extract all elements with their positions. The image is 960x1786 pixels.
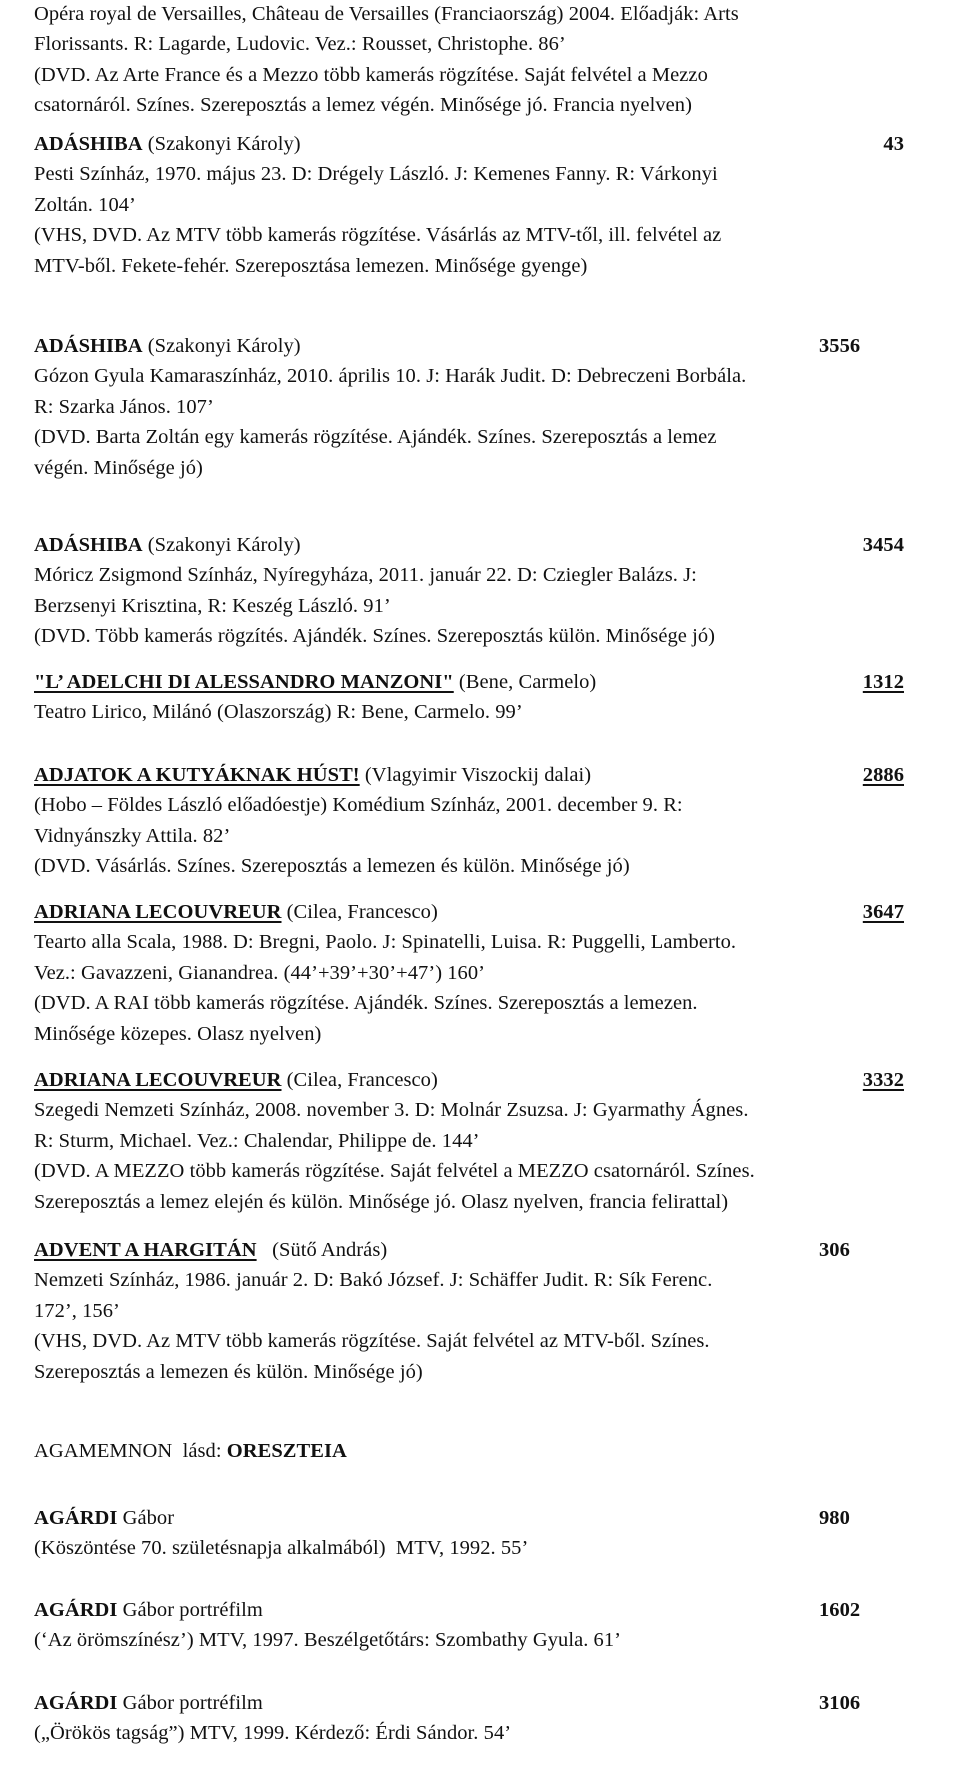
entry-author: (Szakonyi Károly) xyxy=(142,534,301,556)
entry-author: (Cilea, Francesco) xyxy=(281,1069,438,1091)
entry-author: (Cilea, Francesco) xyxy=(281,901,438,923)
entry-adelchi xyxy=(34,667,904,728)
entry-heading xyxy=(34,760,904,790)
entry-heading xyxy=(34,1595,904,1625)
body-line: (VHS, DVD. Az MTV több kamerás rögzítése. Saját felvétel az MTV-ből. Színes. xyxy=(34,1330,710,1353)
entry-title: AGÁRDI xyxy=(34,1692,118,1714)
entry-number: 306 xyxy=(819,1239,850,1261)
entry-title: ADÁSHIBA xyxy=(34,335,143,357)
body-line: Vidnyánszky Attila. 82’ xyxy=(34,824,231,847)
body-line: (DVD. Barta Zoltán egy kamerás rögzítése. Ajándék. Színes. Szereposztás a lemez xyxy=(34,426,717,449)
entry-heading xyxy=(34,1688,904,1718)
body-line: Florissants. R: Lagarde, Ludovic. Vez.: Rousset, Christophe. 86’ xyxy=(34,33,566,56)
entry-author: (Vlagyimir Viszockij dalai) xyxy=(359,764,592,786)
entry-author: Gábor portréfilm xyxy=(117,1692,263,1714)
body-line: Szereposztás a lemezen és külön. Minősége jó) xyxy=(34,1360,423,1383)
body-line: (DVD. Vásárlás. Színes. Szereposztás a lemezen és külön. Minősége jó) xyxy=(34,855,630,878)
entry-number: 43 xyxy=(883,133,904,155)
entry-number: 3106 xyxy=(819,1692,861,1714)
entry-author: (Szakonyi Károly) xyxy=(142,335,301,357)
body-line: Minősége közepes. Olasz nyelven) xyxy=(34,1022,322,1045)
entry-heading xyxy=(34,1503,904,1533)
entry-title: ADJATOK A KUTYÁKNAK HÚST! xyxy=(34,764,360,786)
entry-heading xyxy=(34,1065,904,1095)
entry-number: 3647 xyxy=(862,901,904,923)
entry-title: ADÁSHIBA xyxy=(34,133,143,155)
entry-heading xyxy=(34,897,904,927)
body-line: (DVD. Több kamerás rögzítés. Ajándék. Színes. Szereposztás külön. Minősége jó) xyxy=(34,625,716,648)
body-line: Vez.: Gavazzeni, Gianandrea. (44’+39’+30’+47’) 160’ xyxy=(34,961,486,984)
entry-adriana-3647 xyxy=(34,897,904,1049)
body-line: Szereposztás a lemez elején és külön. Minősége jó. Olasz nyelven, francia felirattal) xyxy=(34,1190,729,1213)
entry-author: Gábor xyxy=(117,1507,175,1529)
cross-reference-prefix: AGAMEMNON lásd: xyxy=(34,1440,227,1462)
entry-number: 2886 xyxy=(862,764,904,786)
body-line: (DVD. Az Arte France és a Mezzo több kamerás rögzítése. Saját felvétel a Mezzo xyxy=(34,63,708,86)
entry-adriana-3332 xyxy=(34,1065,904,1217)
body-line: 172’, 156’ xyxy=(34,1299,120,1322)
entry-heading xyxy=(34,129,904,159)
entry-number: 3332 xyxy=(862,1069,904,1091)
entry-number: 1312 xyxy=(862,671,904,693)
body-line: (VHS, DVD. Az MTV több kamerás rögzítése. Vásárlás az MTV-től, ill. felvétel az xyxy=(34,224,722,247)
body-line: Teatro Lirico, Milánó (Olaszország) R: Bene, Carmelo. 99’ xyxy=(34,701,523,724)
cross-reference-target: ORESZTEIA xyxy=(226,1440,347,1462)
body-line: (Hobo – Földes László előadóestje) Komédium Színház, 2001. december 9. R: xyxy=(34,794,683,817)
entry-agardi-980 xyxy=(34,1503,904,1564)
entry-adashiba-43 xyxy=(34,129,904,281)
entry-number: 1602 xyxy=(819,1599,861,1621)
entry-heading xyxy=(34,667,904,697)
body-line: R: Sturm, Michael. Vez.: Chalendar, Philippe de. 144’ xyxy=(34,1129,480,1152)
body-line: (DVD. A RAI több kamerás rögzítése. Ajándék. Színes. Szereposztás a lemezen. xyxy=(34,992,698,1015)
entry-heading xyxy=(34,1235,904,1265)
body-line: csatornáról. Színes. Szereposztás a lemez végén. Minősége jó. Francia nyelven) xyxy=(34,94,692,117)
body-line: Szegedi Nemzeti Színház, 2008. november 3. D: Molnár Zsuzsa. J: Gyarmathy Ágnes. xyxy=(34,1099,749,1122)
entry-title: ADRIANA LECOUVREUR xyxy=(34,901,282,923)
body-line: (Köszöntése 70. születésnapja alkalmából) MTV, 1992. 55’ xyxy=(34,1537,529,1560)
entry-versailles xyxy=(34,0,904,121)
body-line: Opéra royal de Versailles, Château de Versailles (Franciaország) 2004. Előadják: Arts xyxy=(34,3,739,25)
entry-author: (Szakonyi Károly) xyxy=(142,133,301,155)
entry-adjatok xyxy=(34,760,904,882)
entry-author: (Sütő András) xyxy=(256,1239,388,1261)
body-line: MTV-ből. Fekete-fehér. Szereposztása lemezen. Minősége gyenge) xyxy=(34,254,588,277)
body-line: végén. Minősége jó) xyxy=(34,456,203,479)
entry-agamemnon xyxy=(34,1436,904,1466)
entry-title: "L’ ADELCHI DI ALESSANDRO MANZONI" xyxy=(34,671,454,693)
entry-advent xyxy=(34,1235,904,1387)
entry-number: 3556 xyxy=(819,335,861,357)
entry-heading xyxy=(34,530,904,560)
entry-number: 3454 xyxy=(862,534,904,556)
entry-adashiba-3556 xyxy=(34,331,904,483)
entry-title: ADVENT A HARGITÁN xyxy=(34,1239,257,1261)
body-line: („Örökös tagság”) MTV, 1999. Kérdező: Érdi Sándor. 54’ xyxy=(34,1722,512,1745)
entry-title: ADRIANA LECOUVREUR xyxy=(34,1069,282,1091)
entry-title: AGÁRDI xyxy=(34,1507,118,1529)
entry-adashiba-3454 xyxy=(34,530,904,652)
entry-title: AGÁRDI xyxy=(34,1599,118,1621)
entry-agardi-3106 xyxy=(34,1688,904,1749)
body-line: Móricz Zsigmond Színház, Nyíregyháza, 2011. január 22. D: Cziegler Balázs. J: xyxy=(34,564,697,587)
body-line: Berzsenyi Krisztina, R: Keszég László. 91’ xyxy=(34,594,391,617)
body-line: R: Szarka János. 107’ xyxy=(34,395,214,418)
body-line: Gózon Gyula Kamaraszínház, 2010. április 10. J: Harák Judit. D: Debreczeni Borbála. xyxy=(34,365,747,388)
entry-number: 980 xyxy=(819,1507,850,1529)
entry-title: ADÁSHIBA xyxy=(34,534,143,556)
body-line: (DVD. A MEZZO több kamerás rögzítése. Saját felvétel a MEZZO csatornáról. Színes. xyxy=(34,1160,755,1183)
entry-author: (Bene, Carmelo) xyxy=(453,671,597,693)
body-line: Zoltán. 104’ xyxy=(34,193,136,216)
body-line: Pesti Színház, 1970. május 23. D: Drégely László. J: Kemenes Fanny. R: Várkonyi xyxy=(34,163,718,186)
body-line: (‘Az örömszínész’) MTV, 1997. Beszélgetőtárs: Szombathy Gyula. 61’ xyxy=(34,1629,622,1652)
body-line: Tearto alla Scala, 1988. D: Bregni, Paolo. J: Spinatelli, Luisa. R: Puggelli, Lamberto. xyxy=(34,931,737,954)
body-line: Nemzeti Színház, 1986. január 2. D: Bakó József. J: Schäffer Judit. R: Sík Ferenc. xyxy=(34,1269,713,1292)
entry-agardi-1602 xyxy=(34,1595,904,1656)
entry-author: Gábor portréfilm xyxy=(117,1599,263,1621)
entry-heading xyxy=(34,331,904,361)
